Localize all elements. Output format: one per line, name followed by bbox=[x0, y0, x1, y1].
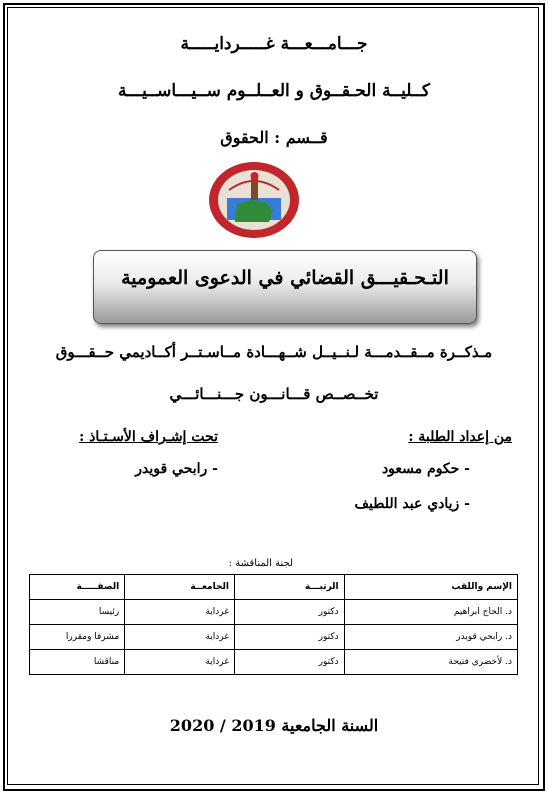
student-name: - زيادي عبد اللطيف bbox=[354, 496, 470, 512]
academic-year: السنة الجامعية 2019 / 2020 bbox=[169, 716, 379, 735]
memo-description: مـذكــرة مــقــدمـــة لـنــيــل شــهـــادة مــاسـتــر أكــاديمي حــقـــوق bbox=[55, 343, 493, 361]
column-header: الصفـــــة bbox=[30, 575, 125, 600]
member-rank: دكتور bbox=[234, 600, 344, 625]
table-header-row bbox=[30, 575, 518, 600]
title-box bbox=[93, 250, 477, 324]
faculty-name: كــليــة الحـقــوق و العــلــوم ســيـــاســيـــة bbox=[118, 81, 430, 101]
specialization: تخــصــص قـــانـــون جـــنـــائـــي bbox=[169, 385, 379, 403]
column-header: الإسم واللقب bbox=[344, 575, 517, 600]
member-name: د. رابحي قويدر bbox=[344, 625, 517, 650]
university-name: جـــامـــعـــة غـــــردايـــــة bbox=[180, 34, 368, 54]
member-university: غرداية bbox=[125, 650, 235, 675]
member-role: رئيسا bbox=[30, 600, 125, 625]
table-row bbox=[30, 650, 518, 675]
member-university: غرداية bbox=[125, 625, 235, 650]
university-logo bbox=[207, 160, 301, 240]
department-name: قــسم : الحقوق bbox=[220, 128, 328, 147]
committee-label: لجنة المناقشة : bbox=[228, 558, 293, 569]
supervisor-label: تحت إشـراف الأسـتـاذ : bbox=[79, 429, 218, 445]
member-name: د. لأخضري فتيحة bbox=[344, 650, 517, 675]
supervisor-name: - رابحي قويدر bbox=[135, 461, 218, 477]
column-header: الرتبـــة bbox=[234, 575, 344, 600]
member-rank: دكتور bbox=[234, 625, 344, 650]
students-label: من إعداد الطلبة : bbox=[408, 429, 512, 445]
member-rank: دكتور bbox=[234, 650, 344, 675]
member-role: مشرفا ومقررا bbox=[30, 625, 125, 650]
student-name: - حكوم مسعود bbox=[381, 461, 470, 477]
member-name: د. الحاج ابراهيم bbox=[344, 600, 517, 625]
committee-table bbox=[29, 574, 518, 675]
column-header: الجامعــة bbox=[125, 575, 235, 600]
memo-title: التـحـقيـــق القضائي في الدعوى العمومية bbox=[121, 267, 449, 289]
table-row bbox=[30, 600, 518, 625]
table-row bbox=[30, 625, 518, 650]
member-role: مناقشا bbox=[30, 650, 125, 675]
member-university: غرداية bbox=[125, 600, 235, 625]
